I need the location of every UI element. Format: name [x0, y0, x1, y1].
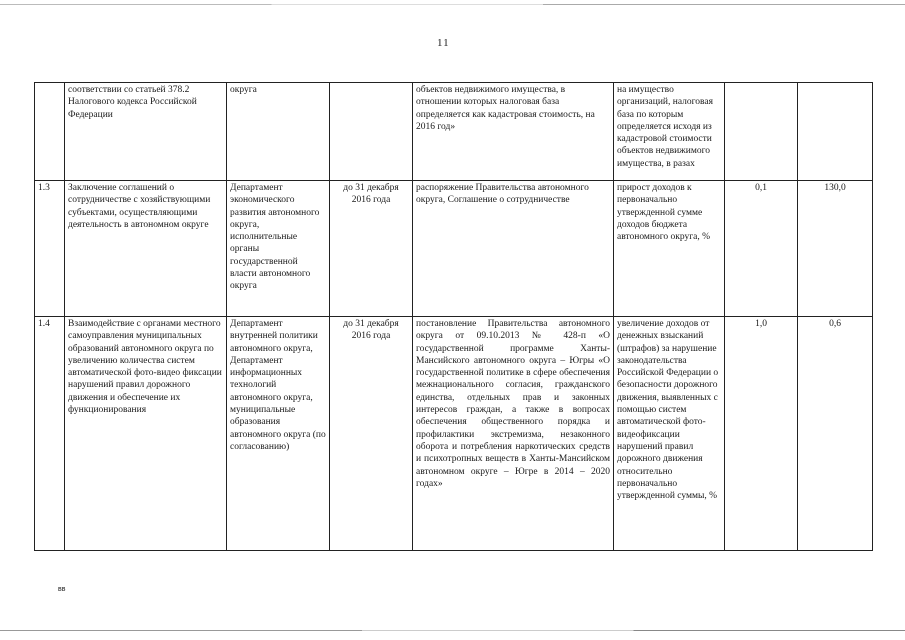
value-cell-1: 0,1 — [725, 181, 798, 317]
deadline-cell: до 31 декабря 2016 года — [330, 181, 413, 317]
task-cell: Заключение соглашений о сотрудничестве с хозяйствующими субъектами, осуществляющими деятельность в автономном округе — [65, 181, 227, 317]
page-number: 11 — [437, 37, 450, 49]
table-row — [35, 181, 873, 317]
measures-table — [34, 82, 873, 551]
indicator-cell: увеличение доходов от денежных взысканий (штрафов) за нарушение законодательства Российской Федерации о безопасности дорожного движения, выявленных с помощью систем автоматической фото-видеофиксации нарушений правил дорожного движения относительно первоначально утвержденной суммы, % — [614, 317, 725, 551]
task-cell: Взаимодействие с органами местного самоуправления муниципальных образований автономного округа по увеличению количества систем автоматической фото-видео фиксации нарушений правил дорожного движения и обеспечение их функционирования — [65, 317, 227, 551]
footer-mark: вв — [58, 586, 66, 593]
document-cell: объектов недвижимого имущества, в отношении которых налоговая база определяется как кадастровая стоимость, на 2016 год» — [413, 83, 614, 181]
deadline-cell — [330, 83, 413, 181]
value-cell-2 — [798, 83, 873, 181]
value-cell-2: 0,6 — [798, 317, 873, 551]
table-row — [35, 317, 873, 551]
indicator-cell: на имущество организаций, налоговая база по которым определяется исходя из кадастровой стоимости объектов недвижимого имущества, в разах — [614, 83, 725, 181]
executor-cell: Департамент экономического развития автономного округа, исполнительные органы государственной власти автономного округа — [227, 181, 330, 317]
value-cell-1 — [725, 83, 798, 181]
row-number: 1.4 — [35, 317, 65, 551]
task-cell: соответствии со статьей 378.2 Налогового кодекса Российской Федерации — [65, 83, 227, 181]
bottom-scan-line — [0, 630, 905, 631]
deadline-cell: до 31 декабря 2016 года — [330, 317, 413, 551]
executor-cell: Департамент внутренней политики автономного округа, Департамент информационных технологий автономного округа, муниципальные образования автономного округа (по согласованию) — [227, 317, 330, 551]
executor-cell: округа — [227, 83, 330, 181]
indicator-cell: прирост доходов к первоначально утвержденной сумме доходов бюджета автономного округа, % — [614, 181, 725, 317]
top-scan-line — [0, 4, 905, 5]
row-number — [35, 83, 65, 181]
document-cell: распоряжение Правительства автономного округа, Соглашение о сотрудничестве — [413, 181, 614, 317]
value-cell-1: 1,0 — [725, 317, 798, 551]
table-row — [35, 83, 873, 181]
document-cell: постановление Правительства автономного округа от 09.10.2013 № 428-п «О государственной программе Ханты-Мансийского автономного округа – Югры «О государственной политике в сфере обеспечения межнационального согласия, гражданского единства, отдельных прав и законных интересов граждан, а также в вопросах обеспечения общественного порядка и профилактики экстремизма, незаконного оборота и потребления наркотических средств и психотропных веществ в Ханты-Мансийском автономном округе – Югре в 2014 – 2020 годах» — [413, 317, 614, 551]
value-cell-2: 130,0 — [798, 181, 873, 317]
row-number: 1.3 — [35, 181, 65, 317]
